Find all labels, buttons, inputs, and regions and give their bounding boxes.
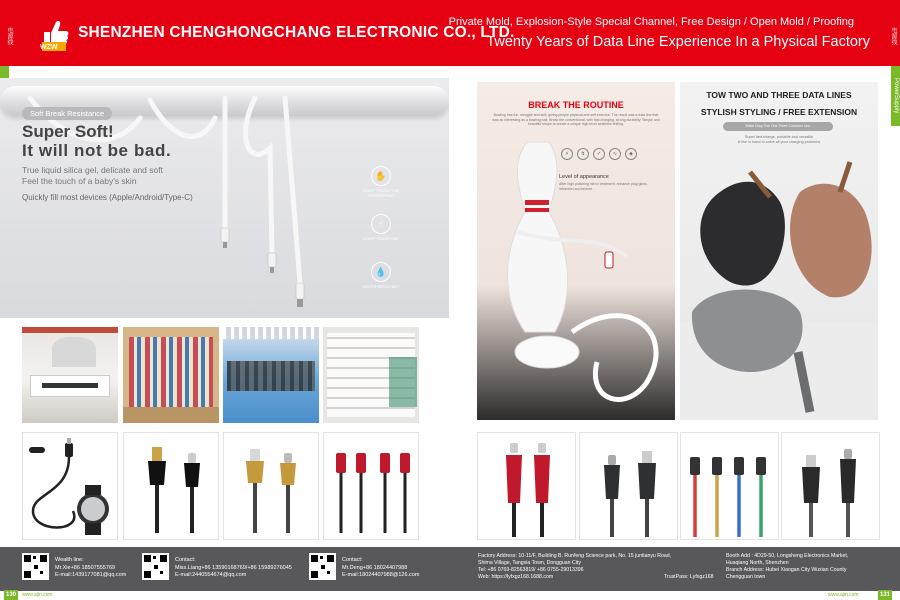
- panel1-body: Bowling has fun, struggle and skill, giving people physical and self exercise. The result was a data line that was as interesting as a bowling ball. Break the conventional, with fast charging, strong durability. Simple and beautiful shape to create a unique high-level aesthetic feeling.: [492, 113, 660, 126]
- retractable-cases-illustration: [680, 152, 878, 420]
- qr-code-1: [22, 553, 49, 580]
- panel1-level-title: Level of appearance: [559, 174, 609, 180]
- contact-block-1: Wealth line: Mr.Xie+86 18507555769 E-mail:1439177081@qq.com: [55, 557, 127, 578]
- bowling-pin-illustration: [477, 82, 675, 420]
- product-black-braided-cable: [781, 432, 880, 540]
- factory-address-block: Factory Address: 10-11/F, Building B, Runfeng Science park, No. 15 juntianyu Road, Shima Village, Tangxia Town, Dongguan City Tel: +86 0769-82563819/ +86 0755-29013396 Web: https://lyfxgz168.1688.com: [478, 553, 672, 580]
- company-name: SHENZHEN CHENGHONGCHANG ELECTRONIC CO., LTD.: [78, 24, 515, 41]
- feature-water: 💧 WATER RESISTANT: [362, 262, 400, 289]
- feature-fingerprint: ✋ DON'T TOUCH THE FINGERPRINT: [362, 166, 400, 198]
- section-tab-right: PowerSupply: [891, 66, 900, 126]
- feature-touch: ☝ DON'T TOUCH HAT: [362, 214, 400, 241]
- product-braided-gold-cable: [223, 432, 319, 540]
- bottom-strip: [0, 591, 900, 600]
- hero-desc-3: Quickly fill most devices (Apple/Android/Type-C): [22, 193, 193, 202]
- bowling-cable-panel: [477, 82, 675, 420]
- booth-address-block: Booth Add : 4D29-50, Longsheng Electronics Market, Huaqiang North, Shenzhen Branch Address: Hubei Xiaogan City Wuxian County Chengguan town: [726, 553, 849, 580]
- product-smartwatch-cable: [22, 432, 118, 540]
- protection-icon: ◈: [625, 148, 637, 160]
- panel2-title-2: STYLISH STYLING / FREE EXTENSION: [700, 107, 858, 117]
- touch-icon: ☝: [371, 214, 391, 234]
- panel1-title: BREAK THE ROUTINE: [528, 100, 624, 110]
- qr-code-2: [142, 553, 169, 580]
- factory-photo-reception: [22, 327, 118, 423]
- tagline-big: Twenty Years of Data Line Experience In a Physical Factory: [486, 34, 870, 50]
- hero-desc-2: Feel the touch of a baby's skin: [22, 176, 137, 186]
- panel1-level-desc: After high polishing mirror treatment, enhance plug gloss, refraction and texture.: [559, 182, 648, 191]
- fast-charge-icon: ⚡: [561, 148, 573, 160]
- logo-text: WZW: [40, 44, 58, 51]
- page-number-right: 131: [879, 592, 890, 598]
- product-red-black-cables: [323, 432, 419, 540]
- water-drop-icon: 💧: [371, 262, 391, 282]
- retractable-cable-panel: [680, 82, 878, 420]
- panel2-desc: Super fast charge, portable and versatile A line in hand to solve all your charging problems: [737, 135, 821, 144]
- factory-photo-production-line: [223, 327, 319, 423]
- hero-title-1: Super Soft!: [22, 122, 114, 141]
- page-number-left: 130: [5, 592, 16, 598]
- bend-resistant-icon: ∿: [609, 148, 621, 160]
- product-dark-cable: [579, 432, 678, 540]
- factory-photo-showroom: [123, 327, 219, 423]
- hero-desc-1: True liquid silica gel, delicate and soft: [22, 165, 163, 175]
- side-tab-right: 电源线: [890, 27, 896, 45]
- panel2-title-1: TOW TWO AND THREE DATA LINES: [706, 90, 852, 100]
- contact-block-3: Contact: Mr.Deng+86 18024407988 E-mail:18024407988@126.com: [342, 557, 420, 578]
- website-right: www.ajin.com: [828, 592, 859, 598]
- trustpass-text: TrustPass: Lyfxgz168: [664, 574, 714, 580]
- product-black-cable-gold: [123, 432, 219, 540]
- safe-stable-icon: ✓: [593, 148, 605, 160]
- panel2-pill: Make Drop Tow One Three Common Line: [723, 122, 833, 131]
- product-red-shield-cable: [477, 432, 576, 540]
- factory-photo-warehouse: [323, 327, 419, 423]
- side-tab-left: 电源线: [6, 27, 12, 45]
- hero-title-2: It will not be bad.: [22, 141, 172, 160]
- qr-code-3: [309, 553, 336, 580]
- hero-badge: Soft Break Resistance: [22, 107, 112, 120]
- website-left: www.ajin.com: [22, 592, 53, 598]
- hand-icon: ✋: [371, 166, 391, 186]
- contact-block-2: Contact: Miss.Liang+86 13590168769/+86 15989276045 E-mail:2440554674@qq.com: [175, 557, 292, 578]
- high-speed-icon: ↯: [577, 148, 589, 160]
- product-color-braided-cables: [680, 432, 779, 540]
- tagline-small: Private Mold, Explosion-Style Special Channel, Free Design / Open Mold / Proofing: [448, 16, 854, 28]
